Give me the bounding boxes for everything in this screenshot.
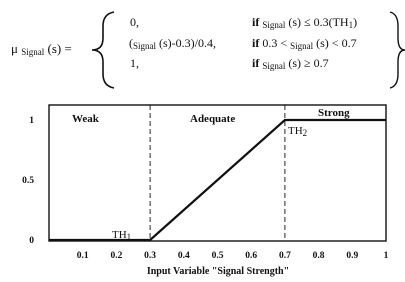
case-1-value: 0,	[130, 15, 139, 29]
region-label-adequate: Adequate	[190, 113, 236, 125]
region-label-weak: Weak	[72, 113, 99, 125]
x-tick-label: 0.4	[177, 251, 190, 261]
membership-function-line	[49, 120, 386, 240]
plot-frame	[49, 105, 386, 241]
x-tick-label: 0.1	[76, 251, 89, 261]
left-brace	[92, 12, 114, 88]
right-brace	[390, 12, 405, 88]
case-1-condition: if Signal (s) ≤ 0.3(TH1)	[252, 15, 358, 30]
membership-equation	[11, 12, 405, 88]
case-3-value: 1,	[130, 56, 139, 70]
x-tick-label: 0.9	[346, 251, 359, 261]
x-axis-label: Input Variable "Signal Strength"	[146, 266, 290, 277]
y-axis-ticks	[22, 116, 34, 246]
x-tick-label: 0.8	[312, 251, 325, 261]
case-3-condition: if Signal (s) ≥ 0.7	[252, 56, 329, 71]
x-tick-label: 0.6	[245, 251, 258, 261]
threshold-2-label: TH2	[288, 125, 308, 138]
threshold-1-label: TH1	[112, 229, 132, 242]
x-tick-label: 0.7	[278, 251, 291, 261]
x-tick-label: 0.2	[110, 251, 123, 261]
membership-chart	[22, 105, 389, 277]
x-tick-label: 0.5	[211, 251, 224, 261]
equation-lhs: μ Signal (s) =	[11, 41, 72, 57]
x-tick-label: 1	[383, 251, 389, 261]
x-axis-ticks	[77, 251, 389, 261]
y-tick-label: 0.5	[22, 176, 34, 186]
x-tick-label: 0.3	[144, 251, 157, 261]
y-tick-label: 1	[29, 116, 34, 126]
region-label-strong: Strong	[318, 107, 350, 119]
case-2-condition: if 0.3 < Signal (s) < 0.7	[252, 36, 357, 51]
y-tick-label: 0	[29, 236, 34, 246]
case-2-value: (Signal (s)-0.3)/0.4,	[129, 36, 217, 51]
